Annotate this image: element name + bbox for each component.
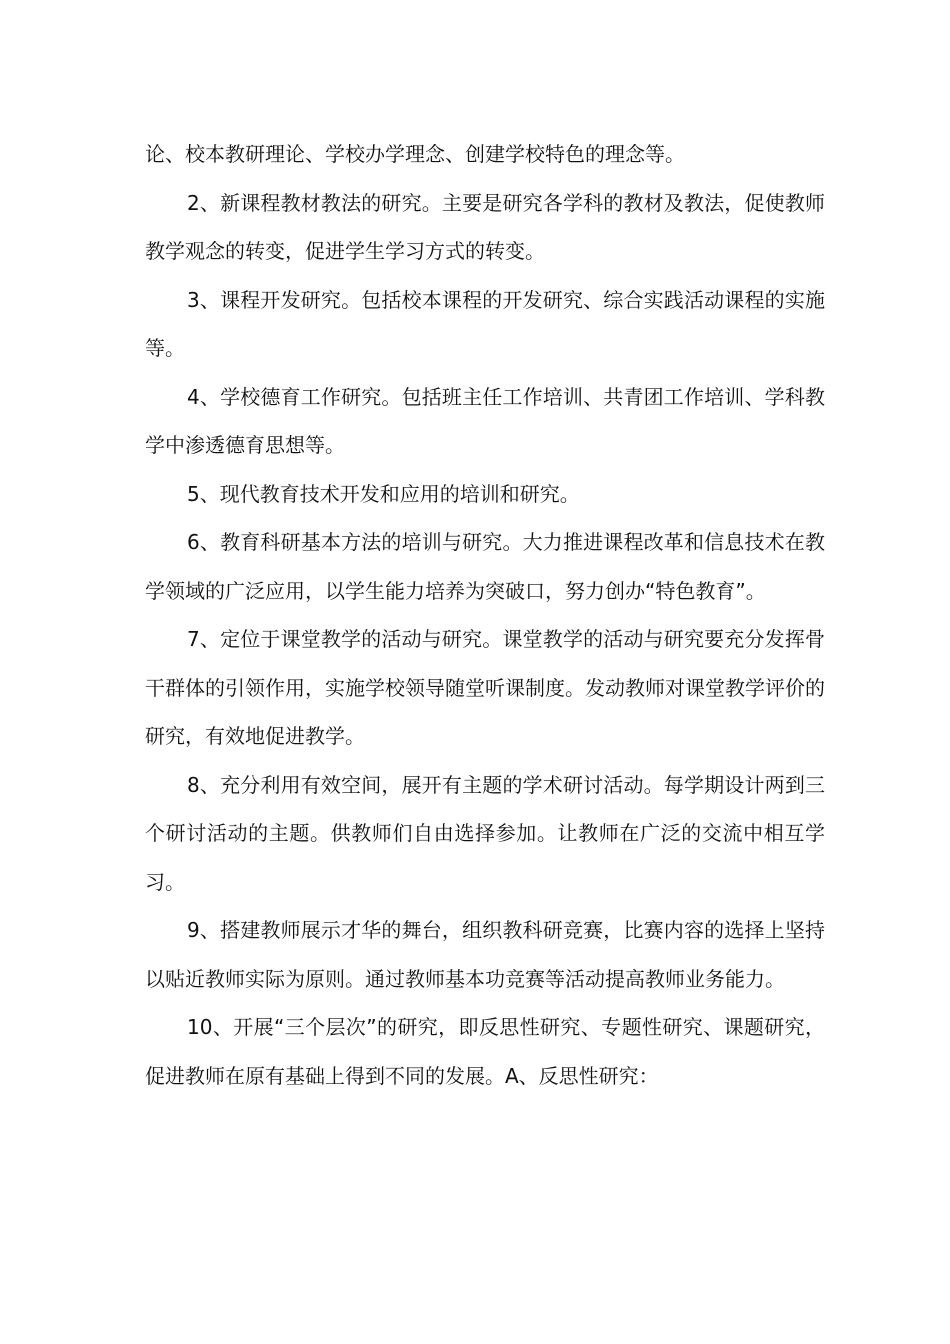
paragraph-item-10: 10、开展“三个层次”的研究，即反思性研究、专题性研究、课题研究，促进教师在原有基础上得到不同的发展。A、反思性研究： [145,1015,825,1088]
paragraph-item-4: 4、学校德育工作研究。包括班主任工作培训、共青团工作培训、学科教学中渗透德育思想等。 [145,384,825,457]
paragraph-item-7: 7、定位于课堂教学的活动与研究。课堂教学的活动与研究要充分发挥骨干群体的引领作用，实施学校领导随堂听课制度。发动教师对课堂教学评价的研究，有效地促进教学。 [145,627,825,748]
paragraph-item-2: 2、新课程教材教法的研究。主要是研究各学科的教材及教法，促使教师教学观念的转变，促进学生学习方式的转变。 [145,190,825,263]
paragraph-item-9: 9、搭建教师展示才华的舞台，组织教科研竞赛，比赛内容的选择上坚持以贴近教师实际为原则。通过教师基本功竞赛等活动提高教师业务能力。 [145,918,825,991]
paragraph-item-3: 3、课程开发研究。包括校本课程的开发研究、综合实践活动课程的实施等。 [145,287,825,360]
paragraph-item-5: 5、现代教育技术开发和应用的培训和研究。 [187,481,580,506]
paragraph-continued: 论、校本教研理论、学校办学理念、创建学校特色的理念等。 [145,142,685,166]
paragraph-item-6: 6、教育科研基本方法的培训与研究。大力推进课程改革和信息技术在教学领域的广泛应用，以学生能力培养为突破口，努力创办“特色教育”。 [145,530,825,603]
paragraph-item-8: 8、充分利用有效空间，展开有主题的学术研讨活动。每学期设计两到三个研讨活动的主题。供教师们自由选择参加。让教师在广泛的交流中相互学习。 [145,772,825,894]
document-body [145,130,825,1100]
